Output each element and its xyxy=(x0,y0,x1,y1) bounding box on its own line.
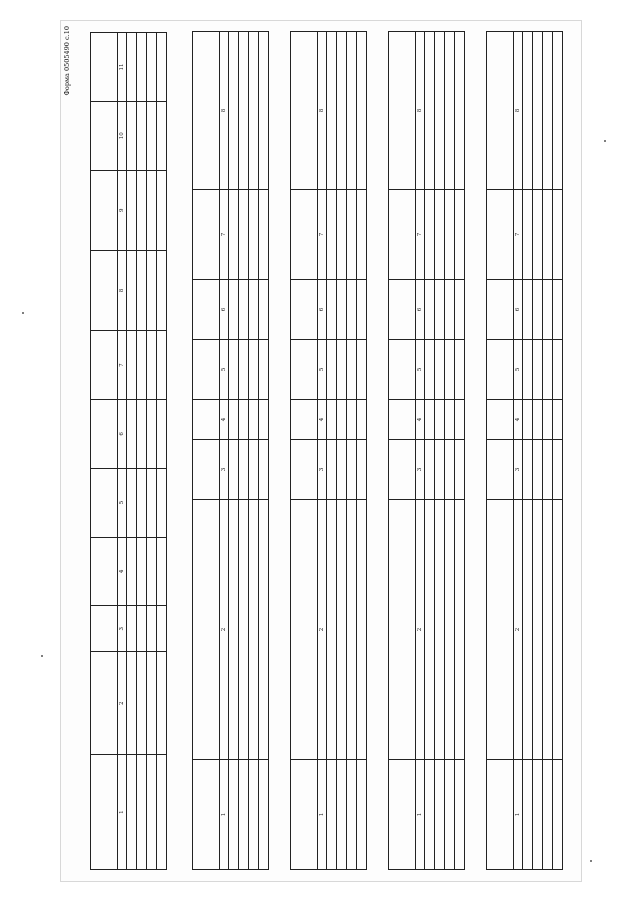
table-2-5-3 xyxy=(388,31,465,870)
table-2-4-4 xyxy=(90,32,167,870)
table-total-row xyxy=(259,32,269,870)
table-header-row xyxy=(487,32,514,870)
table-2-5-2 xyxy=(290,31,367,870)
table-row xyxy=(327,32,337,870)
column-number-row: 1 2 3 4 5 6 7 8 xyxy=(318,32,327,870)
table-total-row xyxy=(553,32,563,870)
table-row xyxy=(147,33,157,870)
table-2-5-1 xyxy=(192,31,269,870)
form-number: Форма 0505490 с.10 xyxy=(63,26,71,96)
table-total-row xyxy=(357,32,367,870)
table-header-row xyxy=(91,33,118,870)
table-row xyxy=(445,32,455,870)
landscape-content xyxy=(60,20,580,880)
table-row xyxy=(533,32,543,870)
column-number-row: 1 2 3 4 5 6 7 8 9 10 11 xyxy=(118,33,127,870)
column-number-row: 1 2 3 4 5 6 7 8 xyxy=(220,32,229,870)
table-row xyxy=(239,32,249,870)
table-total-row xyxy=(157,33,167,870)
table-row xyxy=(127,33,137,870)
table-row xyxy=(543,32,553,870)
table-row xyxy=(523,32,533,870)
table-header-row xyxy=(291,32,318,870)
table-row xyxy=(249,32,259,870)
table-header-row xyxy=(193,32,220,870)
table-row xyxy=(347,32,357,870)
table-row xyxy=(229,32,239,870)
scan-speck xyxy=(22,312,24,314)
column-number-row: 1 2 3 4 5 6 7 8 xyxy=(514,32,523,870)
rotated-content-frame xyxy=(60,20,580,880)
table-2-5-4 xyxy=(486,31,563,870)
column-number-row: 1 2 3 4 5 6 7 8 xyxy=(416,32,425,870)
scan-speck xyxy=(604,140,606,142)
table-row xyxy=(435,32,445,870)
scan-speck xyxy=(41,655,43,657)
table-total-row xyxy=(455,32,465,870)
table-row xyxy=(337,32,347,870)
table-row xyxy=(425,32,435,870)
scan-speck xyxy=(590,860,592,862)
table-row xyxy=(137,33,147,870)
table-header-row xyxy=(389,32,416,870)
